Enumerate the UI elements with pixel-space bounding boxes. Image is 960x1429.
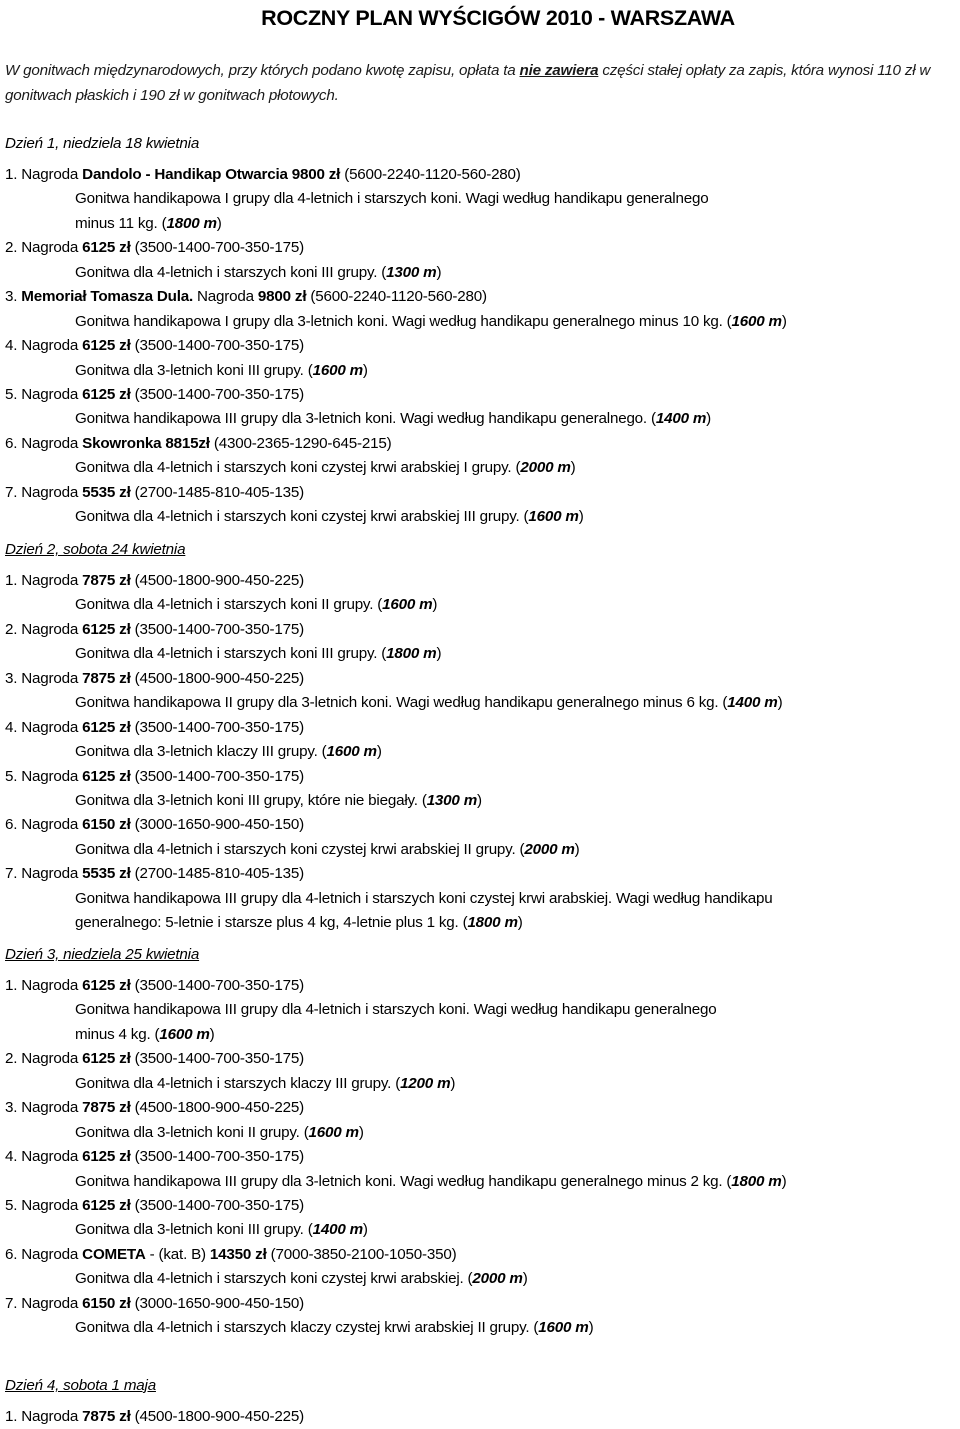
race-number: 1. Nagroda xyxy=(5,976,83,994)
race-description xyxy=(75,187,708,211)
race-conditions: Gonitwa handikapowa I grupy dla 3-letnich koni. Wagi według handikapu generalnego minus 10 kg. ( xyxy=(75,312,732,330)
race-description xyxy=(75,691,782,715)
race-distance-close: ) xyxy=(362,1221,368,1239)
race-description xyxy=(75,1072,455,1096)
race-number: 1. Nagroda xyxy=(5,1407,83,1425)
race-description xyxy=(75,407,711,431)
race-distance-close: ) xyxy=(477,792,482,809)
race-description xyxy=(75,1316,593,1340)
race-description xyxy=(75,642,441,666)
race-prize-split: - (kat. B) xyxy=(145,1245,210,1263)
race-prize: 5535 zł xyxy=(82,483,131,501)
race-description xyxy=(75,1267,528,1291)
race-prize-split: (4500-1800-900-450-225) xyxy=(130,571,304,589)
race-header xyxy=(5,285,487,309)
intro-paragraph xyxy=(5,59,940,108)
race-header xyxy=(5,1405,304,1429)
race-prize-split: (3500-1400-700-350-175) xyxy=(130,337,304,355)
race-conditions: generalnego: 5-letnie i starsze plus 4 kg, 4-letnie plus 1 kg. ( xyxy=(75,914,468,932)
race-conditions: Gonitwa handikapowa III grupy dla 4-letnich i starszych koni. Wagi według handikapu generalnego xyxy=(75,1001,717,1019)
race-distance: 1800 m xyxy=(166,214,217,232)
race-distance: 1600 m xyxy=(159,1025,210,1043)
race-distance-close: ) xyxy=(578,508,584,526)
race-number: 6. Nagroda xyxy=(5,816,83,834)
race-prize: Dandolo - Handikap Otwarcia 9800 zł xyxy=(82,165,341,183)
race-description xyxy=(75,1218,368,1242)
race-conditions: minus 11 kg. ( xyxy=(75,214,167,232)
race-description xyxy=(75,998,717,1022)
race-prize-split: (2700-1485-810-405-135) xyxy=(130,865,304,883)
race-prize-split: (3500-1400-700-350-175) xyxy=(130,767,304,785)
race-header xyxy=(5,1194,304,1218)
race-distance: 1600 m xyxy=(731,312,782,330)
race-description xyxy=(75,261,441,285)
race-prize-split: (4500-1800-900-450-225) xyxy=(130,1407,304,1425)
race-prize-split: (3500-1400-700-350-175) xyxy=(130,976,304,994)
race-distance-close: ) xyxy=(450,1074,456,1092)
race-conditions: Gonitwa handikapowa II grupy dla 3-letnich koni. Wagi według handikapu generalnego minus 6 kg. ( xyxy=(75,694,728,712)
race-header xyxy=(5,1292,304,1316)
race-header xyxy=(5,974,304,998)
race-prize: 6125 zł xyxy=(82,239,131,257)
race-prize-split: (3500-1400-700-350-175) xyxy=(130,1050,304,1068)
race-distance: 2000 m xyxy=(524,840,575,858)
race-distance: 1400 m xyxy=(727,694,778,712)
race-conditions: Gonitwa handikapowa III grupy dla 3-letnich koni. Wagi według handikapu generalnego. ( xyxy=(75,410,656,428)
race-conditions: Gonitwa dla 4-letnich i starszych koni czystej krwi arabskiej II grupy. ( xyxy=(75,840,525,858)
race-description xyxy=(75,456,576,480)
race-distance: 1400 m xyxy=(655,410,707,428)
race-distance: 1600 m xyxy=(538,1319,589,1337)
race-distance-close: ) xyxy=(362,361,368,379)
race-distance: 2000 m xyxy=(520,459,571,477)
race-distance-close: ) xyxy=(432,596,438,614)
race-number: 3. Nagroda xyxy=(5,669,83,687)
race-number: 4. Nagroda xyxy=(5,337,83,355)
race-prize-split: (3500-1400-700-350-175) xyxy=(130,1148,304,1166)
race-number: 6. Nagroda xyxy=(5,1245,83,1263)
race-conditions: Gonitwa handikapowa I grupy dla 4-letnich i starszych koni. Wagi według handikapu generalnego xyxy=(75,190,709,208)
race-distance-close: ) xyxy=(517,914,523,932)
race-conditions: Gonitwa dla 3-letnich koni III grupy, które nie biegały. ( xyxy=(75,792,427,809)
race-description xyxy=(75,740,382,764)
race-distance-close: ) xyxy=(358,1123,364,1141)
race-prize-split: (3000-1650-900-450-150) xyxy=(130,816,304,834)
race-distance: 1600 m xyxy=(308,1123,359,1141)
race-conditions: Gonitwa dla 4-letnich i starszych koni III grupy. ( xyxy=(75,263,387,281)
race-conditions: Gonitwa handikapowa III grupy dla 3-letnich koni. Wagi według handikapu generalnego minus 2 kg. ( xyxy=(75,1172,732,1190)
race-prize-split: (3500-1400-700-350-175) xyxy=(130,239,304,257)
race-header xyxy=(5,236,304,260)
race-prize: 6125 zł xyxy=(82,767,131,785)
race-prize: 6125 zł xyxy=(82,620,131,638)
race-prize: 6125 zł xyxy=(82,337,131,355)
race-distance: 1300 m xyxy=(386,263,437,281)
race-distance-close: ) xyxy=(209,1025,215,1043)
race-header xyxy=(5,667,304,691)
race-distance: 1400 m xyxy=(312,1221,363,1239)
race-prize-split: (2700-1485-810-405-135) xyxy=(130,483,304,501)
race-header xyxy=(5,716,304,740)
race-header xyxy=(5,765,304,789)
race-description xyxy=(75,838,580,862)
race-distance: 1800 m xyxy=(467,914,518,932)
race-prize: Memoriał Tomasza Dula. xyxy=(21,288,194,306)
race-prize-split: (5600-2240-1120-560-280) xyxy=(340,165,521,183)
race-distance: 1600 m xyxy=(312,361,363,379)
race-header xyxy=(5,1145,304,1169)
race-prize: 6125 zł xyxy=(82,976,131,994)
race-description xyxy=(75,359,368,383)
intro-text-after: części stałej opłaty za zapis, która wynosi 110 zł w gonitwach płaskich i 190 zł w gonitwach płotowych. xyxy=(5,62,931,104)
day-heading: Dzień 3, niedziela 25 kwietnia xyxy=(5,946,200,963)
race-conditions: Gonitwa dla 4-letnich i starszych klaczy III grupy. ( xyxy=(75,1074,401,1092)
race-prize-split: Nagroda xyxy=(193,288,258,306)
race-header xyxy=(5,862,304,886)
race-prize: 6150 zł xyxy=(82,1294,131,1312)
race-header xyxy=(5,163,521,187)
race-distance-close: ) xyxy=(570,459,576,477)
race-distance: 2000 m xyxy=(472,1270,523,1288)
race-description xyxy=(75,593,437,617)
race-distance-close: ) xyxy=(777,694,783,712)
race-distance-close: ) xyxy=(436,645,442,663)
race-prize-amount: 14350 zł xyxy=(209,1245,267,1263)
race-description xyxy=(75,310,787,334)
race-prize: 6125 zł xyxy=(82,718,131,736)
race-prize-split: (4500-1800-900-450-225) xyxy=(130,669,304,687)
race-conditions: Gonitwa dla 4-letnich i starszych klaczy czystej krwi arabskiej II grupy. ( xyxy=(75,1319,539,1337)
race-conditions: Gonitwa dla 3-letnich klaczy III grupy. ( xyxy=(75,743,327,761)
race-header xyxy=(5,1096,304,1120)
race-header xyxy=(5,383,304,407)
intro-text-before: W gonitwach międzynarodowych, przy których podano kwotę zapisu, opłata ta xyxy=(5,62,520,79)
race-number: 6. Nagroda xyxy=(5,434,83,452)
race-prize: 7875 zł xyxy=(82,571,131,589)
race-number: 3. Nagroda xyxy=(5,1099,83,1117)
race-distance-close: ) xyxy=(376,743,382,761)
race-prize: 7875 zł xyxy=(82,669,131,687)
race-prize: 6150 zł xyxy=(82,816,131,834)
race-description xyxy=(75,1023,215,1047)
race-prize-split: (4500-1800-900-450-225) xyxy=(130,1099,304,1117)
race-number: 7. Nagroda xyxy=(5,1294,83,1312)
race-conditions: Gonitwa dla 3-letnich koni II grupy. ( xyxy=(75,1123,309,1141)
race-header xyxy=(5,1047,304,1071)
race-description xyxy=(75,789,482,813)
race-distance-close: ) xyxy=(588,1319,594,1337)
race-conditions: Gonitwa handikapowa III grupy dla 4-letnich i starszych koni czystej krwi arabskiej. Wagi według handikapu xyxy=(75,889,773,907)
race-conditions: Gonitwa dla 4-letnich i starszych koni czystej krwi arabskiej. ( xyxy=(75,1270,473,1288)
race-conditions: minus 4 kg. ( xyxy=(75,1025,160,1043)
race-number: 4. Nagroda xyxy=(5,1148,83,1166)
race-header xyxy=(5,334,304,358)
race-prize: 5535 zł xyxy=(82,865,131,883)
race-conditions: Gonitwa dla 4-letnich i starszych koni II grupy. ( xyxy=(75,596,383,614)
race-prize-split: (3500-1400-700-350-175) xyxy=(130,1197,304,1214)
race-conditions: Gonitwa dla 4-letnich i starszych koni czystej krwi arabskiej III grupy. ( xyxy=(75,508,529,526)
day-heading: Dzień 2, sobota 24 kwietnia xyxy=(5,541,186,558)
race-number: 7. Nagroda xyxy=(5,865,83,883)
intro-emphasis: nie zawiera xyxy=(519,62,599,79)
race-number: 2. Nagroda xyxy=(5,620,83,638)
race-prize-amount: 9800 zł xyxy=(257,288,307,306)
race-prize: 6125 zł xyxy=(82,386,131,403)
race-conditions: Gonitwa dla 4-letnich i starszych koni III grupy. ( xyxy=(75,645,387,663)
race-prize-split: (3500-1400-700-350-175) xyxy=(130,620,304,638)
race-description xyxy=(75,1121,364,1145)
race-distance-close: ) xyxy=(574,840,580,858)
race-number: 5. Nagroda xyxy=(5,386,83,403)
race-description xyxy=(75,505,584,529)
day-heading: Dzień 1, niedziela 18 kwietnia xyxy=(5,135,200,152)
race-distance-close: ) xyxy=(216,214,222,232)
race-distance-close: ) xyxy=(436,263,442,281)
race-prize: 7875 zł xyxy=(82,1099,131,1117)
race-distance: 1300 m xyxy=(426,792,477,809)
race-distance: 1800 m xyxy=(386,645,437,663)
race-prize-split: (5600-2240-1120-560-280) xyxy=(306,288,487,306)
race-prize-split: (4300-2365-1290-645-215) xyxy=(209,434,392,452)
race-number: 2. Nagroda xyxy=(5,1050,83,1068)
race-prize-split: (3500-1400-700-350-175) xyxy=(130,386,304,403)
race-prize: 7875 zł xyxy=(82,1407,131,1425)
race-distance: 1800 m xyxy=(731,1172,782,1190)
race-distance-close: ) xyxy=(781,1172,787,1190)
race-prize-split: (3000-1650-900-450-150) xyxy=(130,1294,304,1312)
race-prize-split: (7000-3850-2100-1050-350) xyxy=(266,1245,457,1263)
day-heading: Dzień 4, sobota 1 maja xyxy=(5,1377,156,1394)
race-prize: 6125 zł xyxy=(82,1050,131,1068)
race-distance-close: ) xyxy=(706,410,712,428)
race-description xyxy=(75,212,222,236)
race-distance: 1200 m xyxy=(400,1074,451,1092)
race-prize: Skowronka 8815zł xyxy=(82,434,210,452)
race-distance-close: ) xyxy=(781,312,787,330)
race-number: 2. Nagroda xyxy=(5,239,83,257)
race-conditions: Gonitwa dla 3-letnich koni III grupy. ( xyxy=(75,1221,313,1239)
race-conditions: Gonitwa dla 3-letnich koni III grupy. ( xyxy=(75,361,313,379)
race-header xyxy=(5,569,304,593)
race-prize-split: (3500-1400-700-350-175) xyxy=(130,718,304,736)
race-header xyxy=(5,481,304,505)
race-prize: COMETA xyxy=(82,1245,146,1263)
race-distance: 1600 m xyxy=(528,508,579,526)
race-prize: 6125 zł xyxy=(82,1148,131,1166)
race-description xyxy=(75,1170,786,1194)
race-number: 4. Nagroda xyxy=(5,718,83,736)
race-distance: 1600 m xyxy=(326,743,377,761)
race-number: 5. Nagroda xyxy=(5,1197,83,1214)
race-distance-close: ) xyxy=(522,1270,528,1288)
race-header xyxy=(5,618,304,642)
race-conditions: Gonitwa dla 4-letnich i starszych koni czystej krwi arabskiej I grupy. ( xyxy=(75,459,521,477)
race-prize: 6125 zł xyxy=(82,1197,131,1214)
race-number: 1. Nagroda xyxy=(5,165,83,183)
race-header xyxy=(5,813,304,837)
race-distance: 1600 m xyxy=(382,596,433,614)
race-description xyxy=(75,911,523,935)
page-title: ROCZNY PLAN WYŚCIGÓW 2010 - WARSZAWA xyxy=(261,6,735,30)
race-header xyxy=(5,1243,456,1267)
race-number: 7. Nagroda xyxy=(5,483,83,501)
race-number: 5. Nagroda xyxy=(5,767,83,785)
race-header xyxy=(5,432,391,456)
race-number: 1. Nagroda xyxy=(5,571,83,589)
race-number: 3. xyxy=(5,288,22,306)
race-description xyxy=(75,887,772,911)
